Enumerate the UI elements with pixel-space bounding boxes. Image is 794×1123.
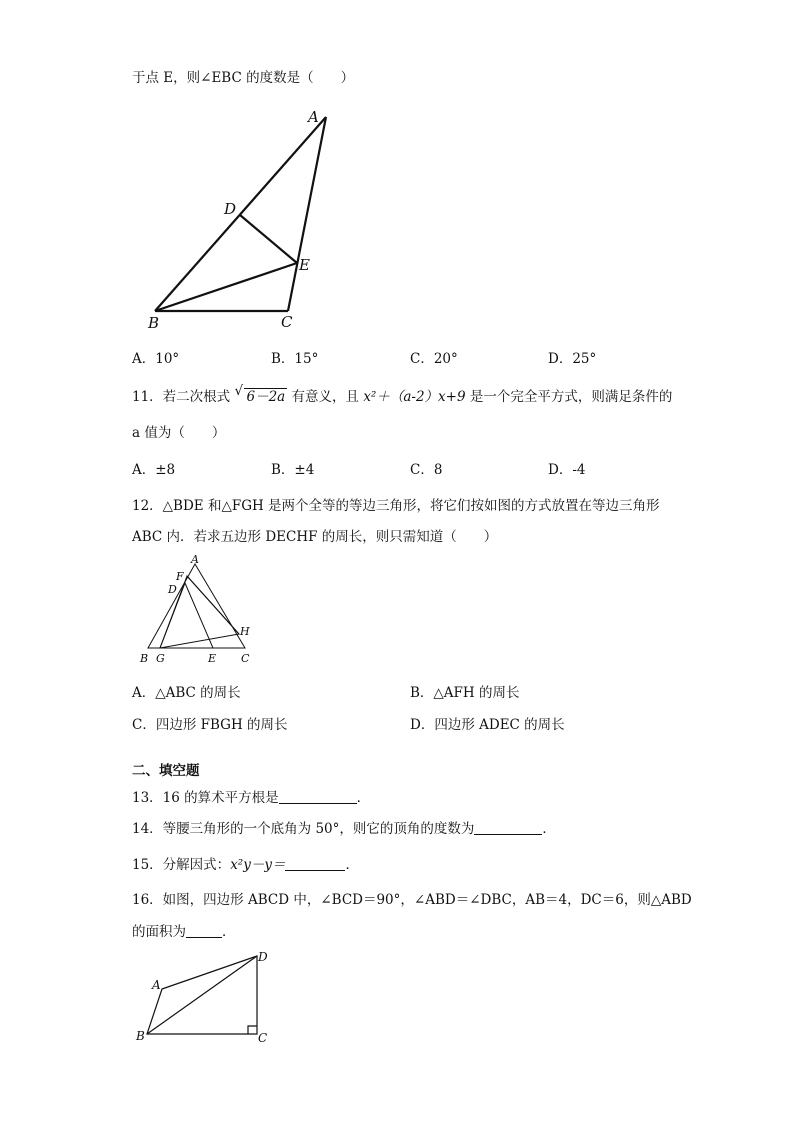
q12-label-g: G xyxy=(156,652,165,665)
q11-mid: 有意义，且 xyxy=(291,389,360,405)
q12-option-b: B．△AFH 的周长 xyxy=(410,685,520,701)
q12-line2: ABC 内．若求五边形 DECHF 的周长，则只需知道（ ） xyxy=(132,529,498,545)
q10-option-b: B．15° xyxy=(271,351,319,367)
q16-quadrilateral xyxy=(147,956,257,1034)
q13 xyxy=(132,786,370,806)
q10-label-c: C xyxy=(281,313,293,331)
q12-option-a: A．△ABC 的周长 xyxy=(132,685,241,701)
q16-line2-text: 的面积为 xyxy=(132,924,186,940)
q11-expression: x²＋（a-2）x+9 xyxy=(363,389,466,405)
q15 xyxy=(132,853,359,873)
q15-text: 15．分解因式： xyxy=(132,857,231,873)
q10-option-d: D．25° xyxy=(548,351,597,367)
q12-option-d: D．四边形 ADEC 的周长 xyxy=(410,717,565,733)
q10-label-a: A xyxy=(308,108,319,126)
q12-label-f: F xyxy=(176,570,184,583)
q12-label-d: D xyxy=(168,583,177,596)
q12-option-c: C．四边形 FBGH 的周长 xyxy=(132,717,288,733)
q12-label-e: E xyxy=(208,652,217,665)
q16-label-a: A xyxy=(152,978,161,992)
q16-label-d: D xyxy=(258,950,268,964)
q16-right-angle-mark xyxy=(248,1026,257,1034)
q11-option-c: C．8 xyxy=(410,462,443,478)
q11-line1 xyxy=(132,385,672,405)
q10-label-b: B xyxy=(148,314,160,332)
q16-end: ． xyxy=(222,924,236,940)
q13-text: 13．16 的算术平方根是 xyxy=(132,790,279,806)
q11-after: 是一个完全平方式，则满足条件的 xyxy=(469,389,673,405)
q14-end: ． xyxy=(542,821,556,837)
q13-end: ． xyxy=(356,790,371,806)
q11-radical: √ 6－2a xyxy=(234,383,286,405)
q10-option-a: A．10° xyxy=(132,351,180,367)
q10-tail: 于点 E，则∠EBC 的度数是（ ） xyxy=(132,70,355,86)
q15-answer-blank[interactable] xyxy=(285,856,345,871)
q11-option-d: D．-4 xyxy=(548,462,586,478)
q15-end: ． xyxy=(345,857,359,873)
q10-side-ac xyxy=(288,117,326,311)
q12-triangle-fgh xyxy=(160,576,239,648)
q11-option-a: A．±8 xyxy=(132,462,176,478)
q11-option-b: B．±4 xyxy=(271,462,315,478)
q16-line1: 16．如图，四边形 ABCD 中，∠BCD＝90°，∠ABD＝∠DBC，AB＝4，DC＝6，则△ABD xyxy=(132,892,692,908)
q10-option-c: C．20° xyxy=(410,351,458,367)
q12-triangle-abc xyxy=(148,564,245,648)
q16-label-b: B xyxy=(136,1029,145,1043)
q15-expression: x²y－y＝ xyxy=(230,857,286,873)
q16-label-c: C xyxy=(258,1031,268,1045)
q11-radicand: 6－2a xyxy=(246,389,286,405)
q14-text: 14．等腰三角形的一个底角为 50°，则它的顶角的度数为 xyxy=(132,821,475,837)
section-title-fill-in: 二、填空题 xyxy=(132,763,200,779)
q11-number: 11．若二次根式 xyxy=(132,389,231,405)
q13-answer-blank[interactable] xyxy=(279,789,357,804)
q14-answer-blank[interactable] xyxy=(474,820,542,835)
q12-label-c: C xyxy=(241,652,250,665)
q11-line2: a 值为（ ） xyxy=(132,425,226,441)
q10-side-ab xyxy=(155,117,326,311)
q10-label-d: D xyxy=(224,200,237,218)
q10-segment-de xyxy=(240,215,297,263)
q14 xyxy=(132,817,556,837)
q12-label-a: A xyxy=(191,553,199,566)
q12-triangle-bde xyxy=(160,583,213,648)
q16-diagonal-bd xyxy=(147,956,257,1034)
q12-label-h: H xyxy=(240,625,250,638)
q10-label-e: E xyxy=(299,256,310,274)
q10-segment-be xyxy=(155,263,297,311)
q16-line2 xyxy=(132,920,236,940)
q16-answer-blank[interactable] xyxy=(186,923,222,938)
q12-label-b: B xyxy=(140,652,149,665)
q12-line1: 12．△BDE 和△FGH 是两个全等的等边三角形，将它们按如图的方式放置在等边三角形 xyxy=(132,498,660,514)
